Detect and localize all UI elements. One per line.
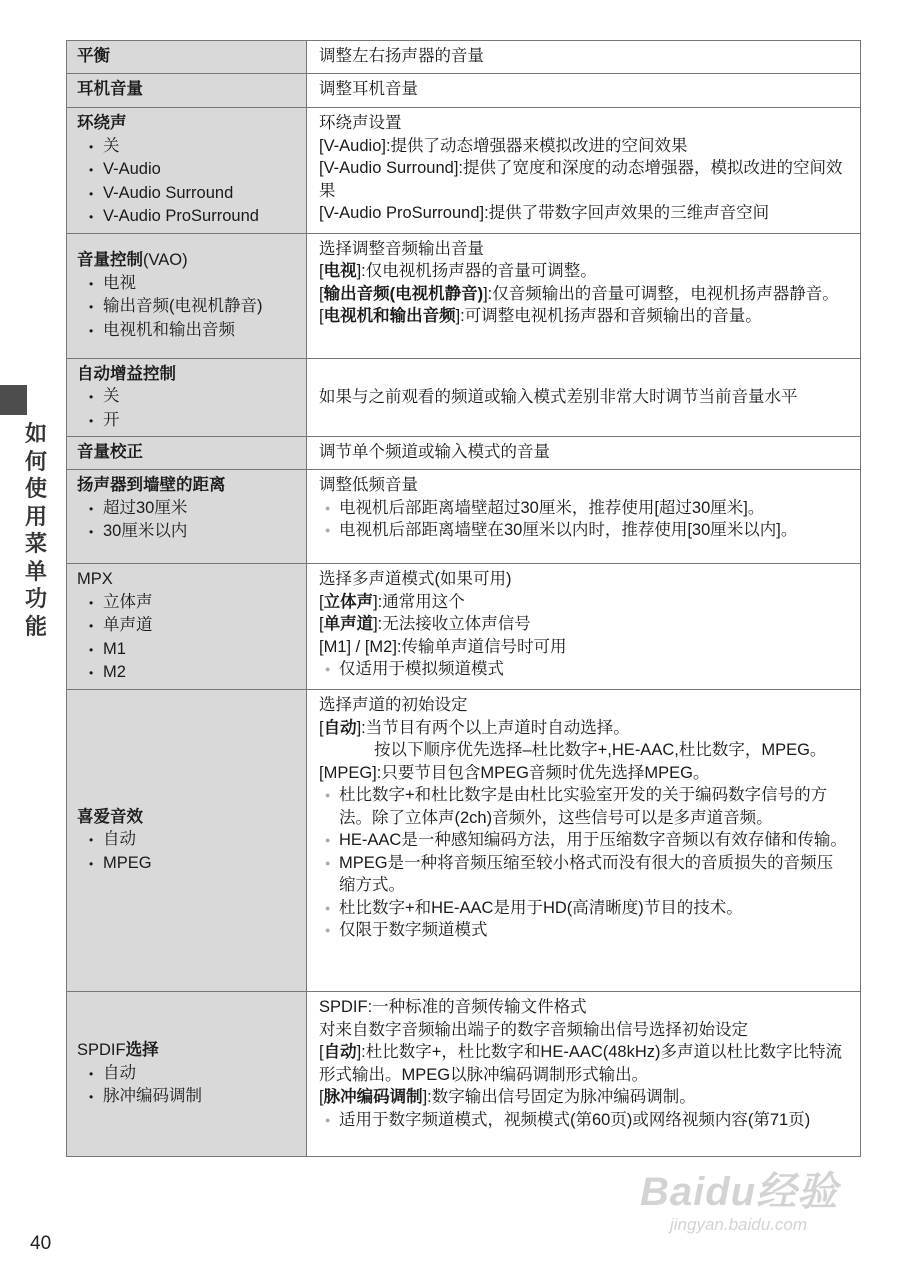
text-segment: 适用于数字频道模式，视频模式(第60页)或网络视频内容(第71页) [339, 1110, 811, 1129]
setting-option: • 输出音频(电视机静音) [77, 295, 296, 319]
setting-option: • 超过30厘米 [77, 497, 296, 521]
description-line [319, 238, 848, 261]
setting-title [77, 568, 296, 591]
title-segment: (VAO) [143, 251, 188, 269]
text-segment: ]:仅音频输出的音量可调整，电视机扬声器静音。 [483, 284, 839, 303]
setting-option: • 关 [77, 135, 296, 159]
text-segment: 调节单个频道或输入模式的音量 [319, 443, 550, 461]
description-line [319, 717, 848, 740]
setting-option: • V-Audio Surround [77, 182, 296, 206]
setting-option: • 电视机和输出音频 [77, 319, 296, 343]
setting-description-cell [307, 41, 861, 74]
setting-title [77, 45, 296, 68]
table-row [67, 41, 861, 74]
option-name: 电视机和输出音频 [323, 307, 456, 325]
setting-option: • 自动 [77, 828, 296, 852]
option-name: 自动 [323, 1043, 357, 1061]
table-row [67, 437, 861, 470]
setting-title [77, 1039, 296, 1062]
title-segment: 音量校正 [77, 443, 143, 461]
description-line [319, 157, 848, 202]
setting-option: • 开 [77, 409, 296, 433]
title-segment: 自动增益控制 [77, 364, 176, 383]
title-segment: 扬声器到墙壁的距离 [77, 476, 226, 494]
text-segment: [ [319, 592, 324, 611]
text-segment: 如果与之前观看的频道或输入模式差别非常大时调节当前音量水平 [319, 388, 798, 406]
setting-description-cell [307, 233, 861, 358]
description-line [319, 260, 848, 283]
section-vertical-title: 如何使用菜单功能 [24, 421, 47, 639]
table-row [67, 564, 861, 690]
text-segment: 仅限于数字频道模式 [339, 921, 488, 939]
text-segment: 电视机后部距离墙壁超过30厘米，推荐使用[超过30厘米]。 [339, 498, 765, 517]
title-segment: 环绕声 [77, 114, 127, 132]
setting-option: • 30厘米以内 [77, 520, 296, 544]
option-name: 电视 [323, 262, 357, 280]
text-segment: 选择多声道模式(如果可用) [319, 570, 512, 588]
title-segment: 耳机音量 [77, 80, 143, 98]
setting-option: • 自动 [77, 1062, 296, 1086]
setting-description-cell [307, 992, 861, 1157]
title-segment: SPDIF [77, 1041, 126, 1060]
option-name: 脉冲编码调制 [323, 1088, 423, 1106]
text-segment: [ [319, 1088, 324, 1106]
setting-option: • 单声道 [77, 614, 296, 638]
table-row [67, 74, 861, 108]
setting-name-cell [67, 564, 307, 690]
note-item [319, 497, 848, 520]
setting-option: • 电视 [77, 272, 296, 296]
text-segment: HE-AAC是一种感知编码方法，用于压缩数字音频以有效存储和传输。 [339, 831, 847, 849]
table-row [67, 690, 861, 992]
text-segment: 杜比数字+和HE-AAC是用于HD(高清晰度)节目的技术。 [339, 898, 743, 917]
setting-description-cell [307, 74, 861, 108]
title-segment: 平衡 [77, 47, 110, 65]
watermark [640, 1160, 838, 1235]
text-segment: 选择调整音频输出音量 [319, 239, 484, 258]
option-name: 单声道 [323, 615, 374, 633]
description-line [319, 762, 848, 785]
watermark-url: jingyan.baidu.com [670, 1215, 808, 1234]
description-line [319, 996, 848, 1019]
note-item [319, 658, 848, 681]
description-line [319, 1086, 848, 1109]
description-line [319, 78, 848, 101]
description-line [319, 112, 848, 135]
note-item [319, 852, 848, 897]
setting-option: • M2 [77, 661, 296, 685]
note-item [319, 784, 848, 829]
text-segment: ]:杜比数字+，杜比数字和HE-AAC(48kHz)多声道以杜比数字比特流形式输出。MPEG以脉冲编码调制形式输出。 [319, 1043, 842, 1084]
table-row [67, 992, 861, 1157]
table-row [67, 233, 861, 358]
setting-name-cell [67, 358, 307, 437]
setting-description-cell [307, 690, 861, 992]
setting-title [77, 806, 296, 829]
title-segment: 选择 [125, 1041, 159, 1060]
text-segment: 电视机后部距离墙壁在30厘米以内时，推荐使用[30厘米以内]。 [339, 521, 798, 539]
text-segment: [V-Audio]:提供了动态增强器来模拟改进的空间效果 [319, 136, 688, 155]
text-segment: [V-Audio ProSurround]:提供了带数字回声效果的三维声音空间 [319, 204, 770, 222]
setting-description-cell [307, 564, 861, 690]
text-segment: [ [319, 718, 324, 737]
page-number: 40 [30, 1233, 52, 1254]
text-segment: [ [319, 1043, 324, 1061]
title-segment: 喜爱音效 [77, 807, 143, 826]
setting-description-cell [307, 470, 861, 564]
setting-name-cell [67, 108, 307, 234]
table-row [67, 470, 861, 564]
option-name: 输出音频(电视机静音) [323, 284, 484, 303]
description-line [319, 474, 848, 497]
text-segment: [ [319, 615, 324, 633]
text-segment: 调整低频音量 [319, 476, 418, 494]
description-line [319, 1041, 848, 1086]
table-row [67, 358, 861, 437]
setting-option: • M1 [77, 638, 296, 662]
setting-option: • 脉冲编码调制 [77, 1085, 296, 1109]
text-segment: 杜比数字+和杜比数字是由杜比实验室开发的关于编码数字信号的方法。除了立体声(2ch)音频外，这些信号可以是多声道音频。 [339, 786, 828, 827]
note-item [319, 829, 848, 852]
text-segment: ]:数字输出信号固定为脉冲编码调制。 [422, 1088, 696, 1106]
note-item [319, 519, 848, 542]
description-line [319, 1019, 848, 1042]
setting-title [77, 441, 296, 464]
text-segment: 对来自数字音频输出端子的数字音频输出信号选择初始设定 [319, 1020, 748, 1039]
note-item [319, 897, 848, 920]
setting-name-cell [67, 437, 307, 470]
setting-title [77, 249, 296, 272]
description-line [319, 694, 848, 717]
setting-title [77, 363, 296, 386]
setting-description-cell [307, 358, 861, 437]
text-segment: ]:可调整电视机扬声器和音频输出的音量。 [455, 307, 762, 325]
setting-option: • 立体声 [77, 591, 296, 615]
note-item [319, 919, 848, 942]
description-line [319, 45, 848, 68]
description-line [319, 568, 848, 591]
text-segment: ]:仅电视机扬声器的音量可调整。 [356, 262, 597, 280]
text-segment: MPEG是一种将音频压缩至较小格式而没有很大的音质损失的音频压缩方式。 [339, 853, 834, 894]
description-line [319, 613, 848, 636]
description-line [319, 591, 848, 614]
setting-option: • 关 [77, 385, 296, 409]
text-segment: [ [319, 262, 324, 280]
text-segment: [V-Audio Surround]:提供了宽度和深度的动态增强器，模拟改进的空间效果 [319, 159, 843, 200]
setting-option: • V-Audio ProSurround [77, 205, 296, 229]
description-line [319, 135, 848, 158]
text-segment: 环绕声设置 [319, 114, 402, 132]
section-tab-marker [0, 385, 27, 415]
text-segment: [M1] / [M2]:传输单声道信号时可用 [319, 637, 567, 656]
description-line [319, 283, 848, 306]
setting-name-cell [67, 470, 307, 564]
setting-title [77, 78, 296, 101]
setting-title [77, 112, 296, 135]
text-segment: 调整左右扬声器的音量 [319, 47, 484, 65]
text-segment: 选择声道的初始设定 [319, 696, 468, 714]
setting-name-cell [67, 233, 307, 358]
title-segment: 音量控制 [77, 251, 143, 269]
text-segment: ]:无法接收立体声信号 [373, 615, 531, 633]
setting-name-cell [67, 74, 307, 108]
text-segment: [MPEG]:只要节目包含MPEG音频时优先选择MPEG。 [319, 763, 710, 782]
text-segment: 调整耳机音量 [319, 80, 418, 98]
text-segment: 仅适用于模拟频道模式 [339, 660, 504, 678]
title-segment: MPX [77, 570, 113, 588]
text-segment: ]:通常用这个 [373, 592, 465, 611]
setting-name-cell [67, 992, 307, 1157]
description-line [319, 441, 848, 464]
setting-description-cell [307, 108, 861, 234]
watermark-logo: Baidu经验 [640, 1170, 839, 1214]
text-segment: ]:当节目有两个以上声道时自动选择。 [356, 718, 630, 737]
setting-option: • MPEG [77, 852, 296, 876]
description-line [319, 636, 848, 659]
text-segment: SPDIF:一种标准的音频传输文件格式 [319, 998, 587, 1016]
setting-title [77, 474, 296, 497]
description-line [319, 202, 848, 225]
setting-option: • V-Audio [77, 158, 296, 182]
description-line [319, 305, 848, 328]
setting-name-cell [67, 690, 307, 992]
note-item [319, 1109, 848, 1132]
setting-description-cell [307, 437, 861, 470]
setting-name-cell [67, 41, 307, 74]
table-row [67, 108, 861, 234]
text-segment: [ [319, 284, 324, 303]
option-name: 立体声 [323, 592, 374, 611]
audio-settings-table [66, 40, 861, 1157]
description-line [319, 739, 848, 762]
text-segment: 按以下顺序优先选择–杜比数字+,HE-AAC,杜比数字，MPEG。 [374, 741, 827, 759]
text-segment: [ [319, 307, 324, 325]
option-name: 自动 [323, 718, 357, 737]
description-line [319, 386, 848, 409]
